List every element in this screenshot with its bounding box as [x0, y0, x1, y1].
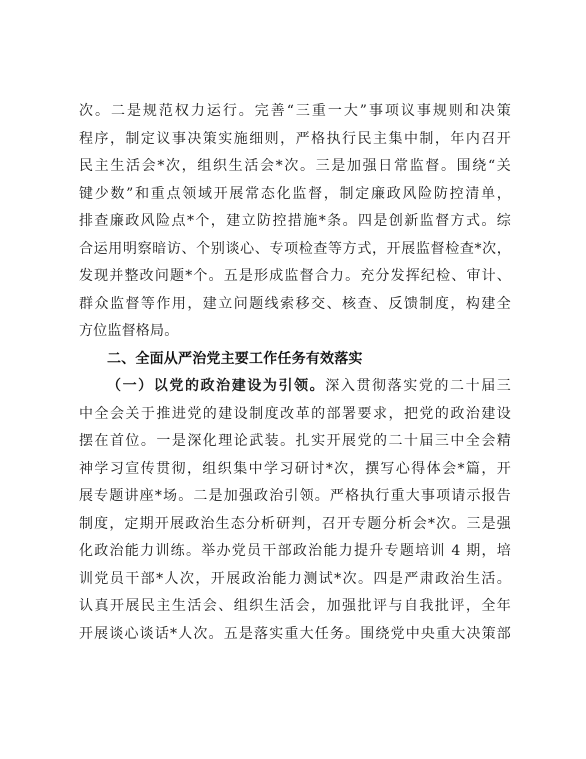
text-line: 认真开展民主生活会、组织生活会，加强批评与自我批评，全年: [79, 598, 511, 614]
text-line: 发现并整改问题*个。五是形成监督合力。充分发挥纪检、审计、: [79, 268, 511, 284]
text-line: 键少数”和重点领域开展常态化监督，制定廉政风险防控清单，: [79, 185, 511, 202]
text-line: 民主生活会*次，组织生活会*次。三是加强日常监督。围绕“关: [79, 158, 511, 174]
text-line: 展专题讲座*场。二是加强政治引领。严格执行重大事项请示报告: [79, 488, 511, 504]
subheading: （一）以党的政治建设为引领。: [107, 378, 326, 394]
text-line: 次。二是规范权力运行。完善“三重一大”事项议事规则和决策: [79, 103, 511, 119]
text-line: 群众监督等作用，建立问题线索移交、核查、反馈制度，构建全: [79, 295, 511, 312]
text-line: 摆在首位。一是深化理论武装。扎实开展党的二十届三中全会精: [79, 433, 511, 449]
text-line: 方位监督格局。: [79, 323, 179, 339]
text-line: [79, 373, 511, 401]
text-line: 制度，定期开展政治生态分析研判，召开专题分析会*次。三是强: [79, 515, 511, 532]
document-body: [79, 98, 511, 648]
text-line: 训党员干部*人次，开展政治能力测试*次。四是严肃政治生活。: [79, 570, 511, 587]
section-heading: 二、全面从严治党主要工作任务有效落实: [107, 350, 363, 367]
text-line: 化政治能力训练。举办党员干部政治能力提升专题培训 4 期，培: [79, 543, 511, 559]
text-line: 神学习宣传贯彻，组织集中学习研讨*次，撰写心得体会*篇，开: [79, 460, 511, 477]
text-line: 合运用明察暗访、个别谈心、专项检查等方式，开展监督检查*次，: [79, 240, 511, 257]
text-line: 开展谈心谈话*人次。五是落实重大任务。围绕党中央重大决策部: [79, 625, 511, 642]
text-line: 中全会关于推进党的建设制度改革的部署要求，把党的政治建设: [79, 405, 511, 422]
text-fragment: 深入贯彻落实党的二十届三: [325, 378, 511, 394]
text-line: 排查廉政风险点*个，建立防控措施*条。四是创新监督方式。综: [79, 213, 511, 229]
text-line: 程序，制定议事决策实施细则，严格执行民主集中制，年内召开: [79, 130, 511, 147]
